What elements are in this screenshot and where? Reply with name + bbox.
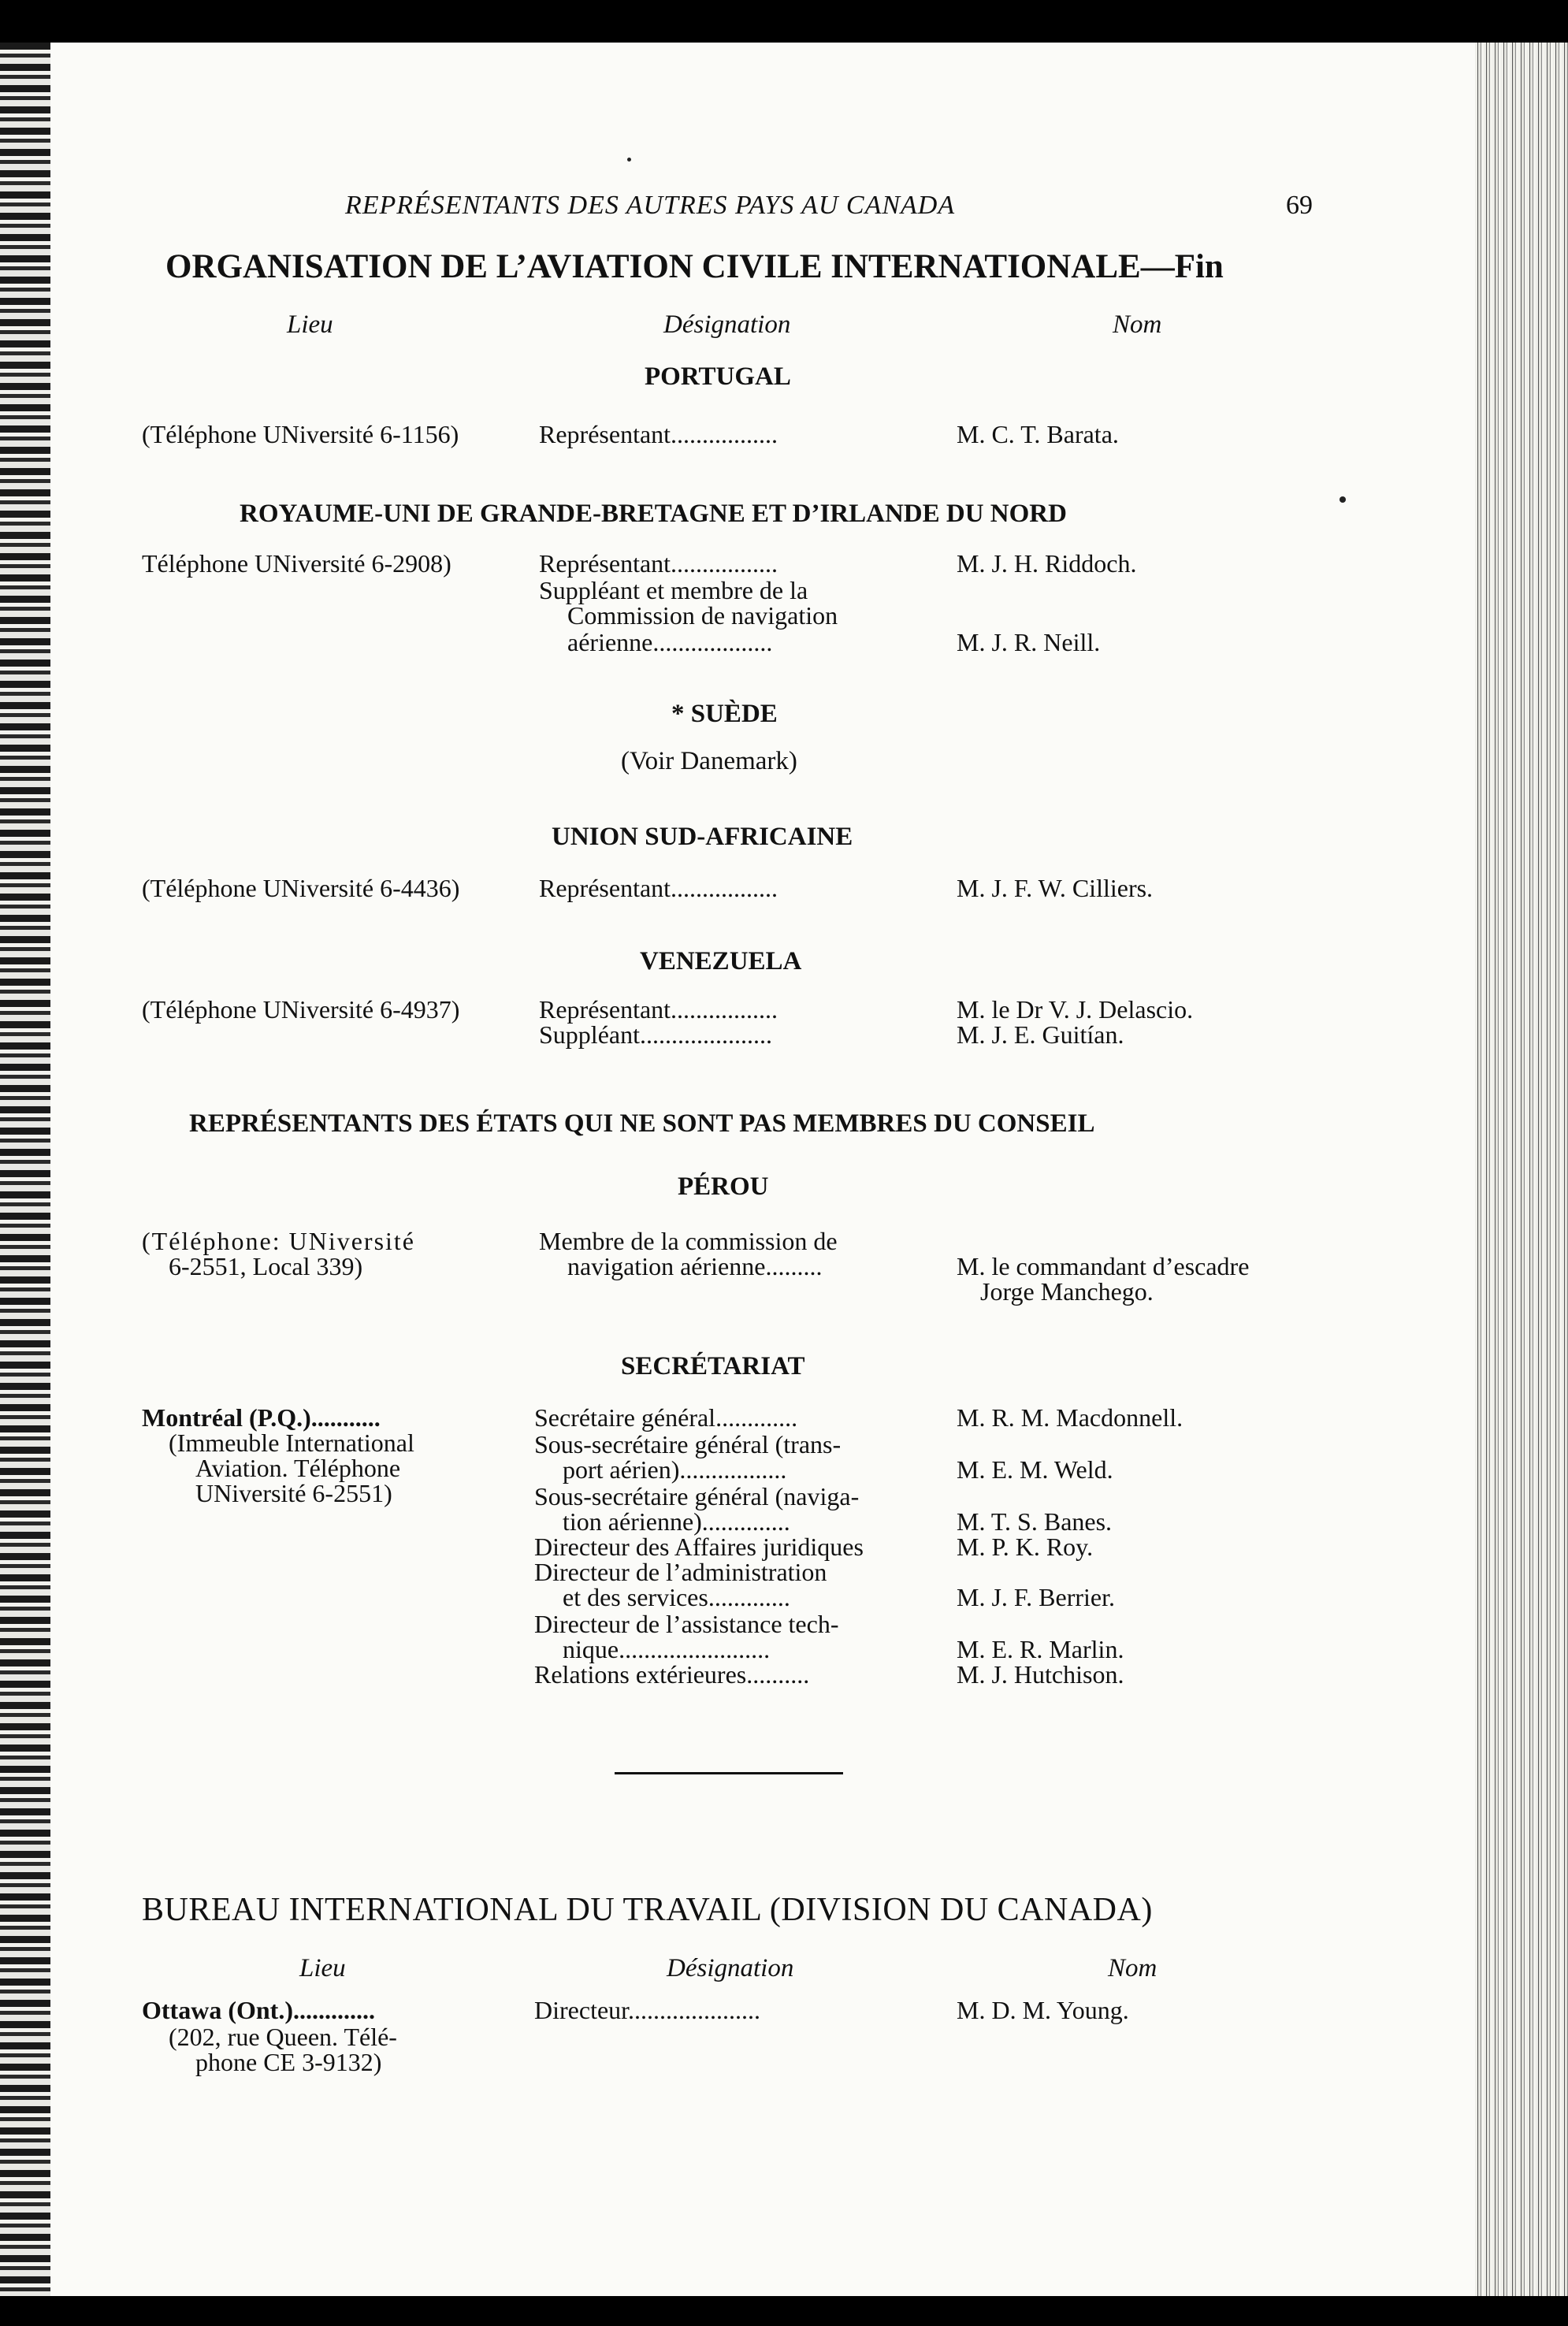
union-lieu: (Téléphone UNiversité 6-4436) bbox=[142, 874, 460, 902]
secretariat-lieu-1: Montréal (P.Q.)........... bbox=[142, 1403, 381, 1432]
venezuela-nom-1: M. le Dr V. J. Delascio. bbox=[957, 995, 1194, 1024]
bureau-title: BUREAU INTERNATIONAL DU TRAVAIL (DIVISION DU CANADA) bbox=[142, 1892, 1153, 1928]
non-members-heading: REPRÉSENTANTS DES ÉTATS QUI NE SONT PAS MEMBRES DU CONSEIL bbox=[189, 1109, 1095, 1138]
secretariat-row-5-nom: M. J. F. Berrier. bbox=[957, 1583, 1115, 1611]
union-designation: Représentant................. bbox=[539, 874, 778, 902]
secretariat-row-6-nom: M. E. R. Marlin. bbox=[957, 1635, 1124, 1663]
perou-designation-2: navigation aérienne......... bbox=[567, 1252, 823, 1280]
bureau-column-head-lieu: Lieu bbox=[299, 1954, 346, 1982]
royaume-uni-lieu: Téléphone UNiversité 6-2908) bbox=[142, 549, 451, 578]
bureau-column-head-designation: Désignation bbox=[667, 1954, 794, 1982]
venezuela-designation-2: Suppléant..................... bbox=[539, 1020, 772, 1049]
document-page bbox=[50, 43, 1475, 2296]
country-heading-union-sud-africaine: UNION SUD-AFRICAINE bbox=[552, 823, 853, 851]
country-heading-portugal: PORTUGAL bbox=[645, 362, 791, 391]
portugal-nom: M. C. T. Barata. bbox=[957, 420, 1119, 448]
secretariat-row-3-designation-b: tion aérienne).............. bbox=[563, 1507, 790, 1536]
perou-lieu-1: (Téléphone: UNiversité bbox=[142, 1227, 415, 1255]
page-number: 69 bbox=[1286, 191, 1313, 220]
perou-nom-2: Jorge Manchego. bbox=[980, 1277, 1154, 1306]
secretariat-row-6-designation-a: Directeur de l’assistance tech- bbox=[534, 1610, 839, 1638]
union-nom: M. J. F. W. Cilliers. bbox=[957, 874, 1154, 902]
scan-speck bbox=[1339, 496, 1346, 503]
column-head-nom: Nom bbox=[1113, 310, 1162, 339]
perou-designation-1: Membre de la commission de bbox=[539, 1227, 838, 1255]
section-divider bbox=[615, 1772, 843, 1774]
portugal-lieu: (Téléphone UNiversité 6-1156) bbox=[142, 420, 459, 448]
secretariat-row-2-nom: M. E. M. Weld. bbox=[957, 1455, 1113, 1484]
venezuela-nom-2: M. J. E. Guitían. bbox=[957, 1020, 1124, 1049]
bureau-column-head-nom: Nom bbox=[1108, 1954, 1157, 1982]
scan-speck bbox=[627, 158, 631, 162]
secretariat-row-3-designation-a: Sous-secrétaire général (naviga- bbox=[534, 1482, 860, 1510]
bureau-lieu-2: (202, rue Queen. Télé- bbox=[169, 2023, 397, 2051]
country-heading-suede: * SUÈDE bbox=[671, 700, 778, 728]
royaume-uni-designation-2b: Commission de navigation bbox=[567, 601, 838, 630]
column-head-designation: Désignation bbox=[663, 310, 791, 339]
secretariat-row-5-designation-a: Directeur de l’administration bbox=[534, 1558, 827, 1586]
bureau-lieu-1: Ottawa (Ont.)............. bbox=[142, 1996, 375, 2024]
secretariat-row-2-designation-b: port aérien)................. bbox=[563, 1455, 787, 1484]
suede-note: (Voir Danemark) bbox=[621, 747, 797, 775]
portugal-designation: Représentant................. bbox=[539, 420, 778, 448]
venezuela-designation-1: Représentant................. bbox=[539, 995, 778, 1024]
bureau-lieu-3: phone CE 3-9132) bbox=[195, 2048, 382, 2076]
perou-lieu-2: 6-2551, Local 339) bbox=[169, 1252, 363, 1280]
royaume-uni-designation-2a: Suppléant et membre de la bbox=[539, 576, 808, 604]
country-heading-royaume-uni: ROYAUME-UNI DE GRANDE-BRETAGNE ET D’IRLANDE DU NORD bbox=[240, 500, 1067, 528]
secretariat-lieu-4: UNiversité 6-2551) bbox=[195, 1479, 392, 1507]
secretariat-row-7-nom: M. J. Hutchison. bbox=[957, 1660, 1124, 1689]
country-heading-perou: PÉROU bbox=[678, 1172, 769, 1201]
secretariat-lieu-3: Aviation. Téléphone bbox=[195, 1454, 401, 1482]
secretariat-row-6-designation-b: nique........................ bbox=[563, 1635, 771, 1663]
page-edges bbox=[1475, 43, 1568, 2296]
secretariat-row-1-designation: Secrétaire général............. bbox=[534, 1403, 798, 1432]
royaume-uni-designation-1: Représentant................. bbox=[539, 549, 778, 578]
secretariat-row-7-designation: Relations extérieures.......... bbox=[534, 1660, 810, 1689]
royaume-uni-nom-2: M. J. R. Neill. bbox=[957, 628, 1101, 656]
venezuela-lieu: (Téléphone UNiversité 6-4937) bbox=[142, 995, 460, 1024]
book-binding bbox=[0, 43, 50, 2296]
bureau-nom: M. D. M. Young. bbox=[957, 1996, 1129, 2024]
perou-nom-1: M. le commandant d’escadre bbox=[957, 1252, 1250, 1280]
secretariat-row-4-designation: Directeur des Affaires juridiques bbox=[534, 1533, 864, 1561]
secretariat-row-4-nom: M. P. K. Roy. bbox=[957, 1533, 1094, 1561]
secretariat-heading: SECRÉTARIAT bbox=[621, 1352, 805, 1380]
bureau-designation: Directeur..................... bbox=[534, 1996, 761, 2024]
secretariat-row-1-nom: M. R. M. Macdonnell. bbox=[957, 1403, 1183, 1432]
royaume-uni-nom-1: M. J. H. Riddoch. bbox=[957, 549, 1137, 578]
column-head-lieu: Lieu bbox=[287, 310, 333, 339]
secretariat-row-5-designation-b: et des services............. bbox=[563, 1583, 790, 1611]
section-title: ORGANISATION DE L’AVIATION CIVILE INTERNATIONALE—Fin bbox=[165, 248, 1224, 285]
running-head: REPRÉSENTANTS DES AUTRES PAYS AU CANADA bbox=[345, 191, 956, 220]
secretariat-row-2-designation-a: Sous-secrétaire général (trans- bbox=[534, 1430, 842, 1458]
country-heading-venezuela: VENEZUELA bbox=[640, 947, 802, 975]
royaume-uni-designation-2c: aérienne................... bbox=[567, 628, 773, 656]
secretariat-lieu-2: (Immeuble International bbox=[169, 1429, 414, 1457]
secretariat-row-3-nom: M. T. S. Banes. bbox=[957, 1507, 1113, 1536]
